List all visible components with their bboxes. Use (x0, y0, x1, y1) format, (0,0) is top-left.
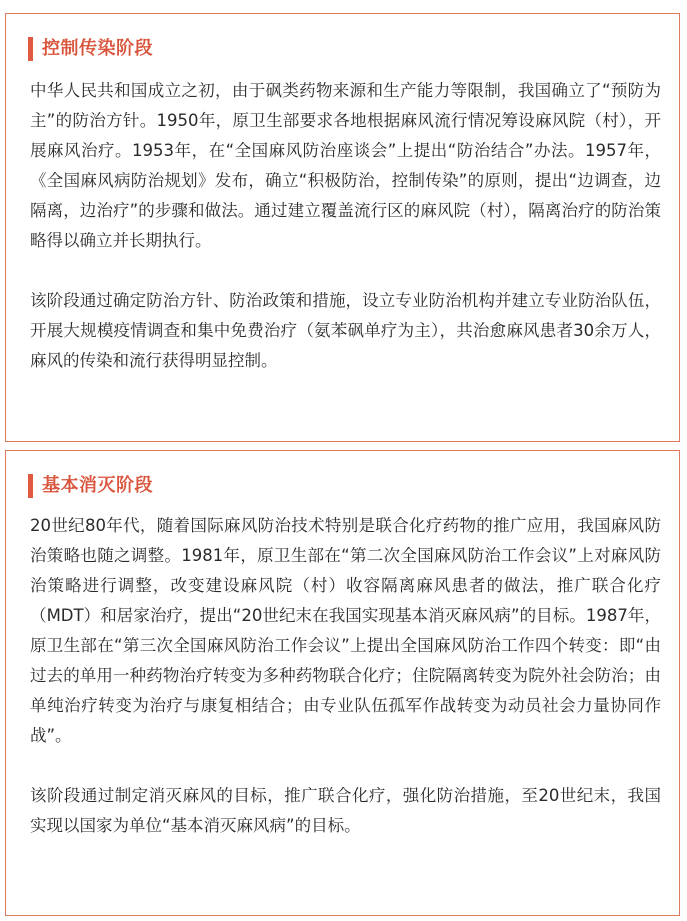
section-title: 控制传染阶段 (42, 38, 153, 59)
section-card-control-transmission (5, 13, 680, 442)
heading-accent-bar (28, 474, 33, 498)
section-paragraph: 该阶段通过制定消灭麻风的目标，推广联合化疗，强化防治措施，至20世纪末，我国实现以国家为单位“基本消灭麻风病”的目标。 (30, 786, 661, 835)
section-paragraph: 该阶段通过确定防治方针、防治政策和措施，设立专业防治机构并建立专业防治队伍，开展大规模疫情调查和集中免费治疗（氨苯砜单疗为主），共治愈麻风患者30余万人，麻风的传染和流行获得明显控制。 (30, 291, 661, 370)
section-card-basic-elimination (5, 450, 680, 916)
section-paragraph: 中华人民共和国成立之初，由于砜类药物来源和生产能力等限制，我国确立了“预防为主”的防治方针。1950年，原卫生部要求各地根据麻风流行情况筹设麻风院（村），开展麻风治疗。1953年，在“全国麻风防治座谈会”上提出“防治结合”办法。1957年，《全国麻风病防治规划》发布，确立“积极防治，控制传染”的原则，提出“边调查，边隔离，边治疗”的步骤和做法。通过建立覆盖流行区的麻风院（村），隔离治疗的防治策略得以确立并长期执行。 (30, 81, 661, 250)
section-heading (28, 473, 679, 499)
section-title: 基本消灭阶段 (42, 475, 153, 496)
section-heading (28, 36, 679, 62)
section-paragraph: 20世纪80年代，随着国际麻风防治技术特别是联合化疗药物的推广应用，我国麻风防治策略也随之调整。1981年，原卫生部在“第二次全国麻风防治工作会议”上对麻风防治策略进行调整，改变建设麻风院（村）收容隔离麻风患者的做法，推广联合化疗（MDT）和居家治疗，提出“20世纪末在我国实现基本消灭麻风病”的目标。1987年，原卫生部在“第三次全国麻风防治工作会议”上提出全国麻风防治工作四个转变：即“由过去的单用一种药物治疗转变为多种药物联合化疗；住院隔离转变为院外社会防治；由单纯治疗转变为治疗与康复相结合；由专业队伍孤军作战转变为动员社会力量协同作战”。 (30, 516, 661, 745)
heading-accent-bar (28, 37, 33, 61)
